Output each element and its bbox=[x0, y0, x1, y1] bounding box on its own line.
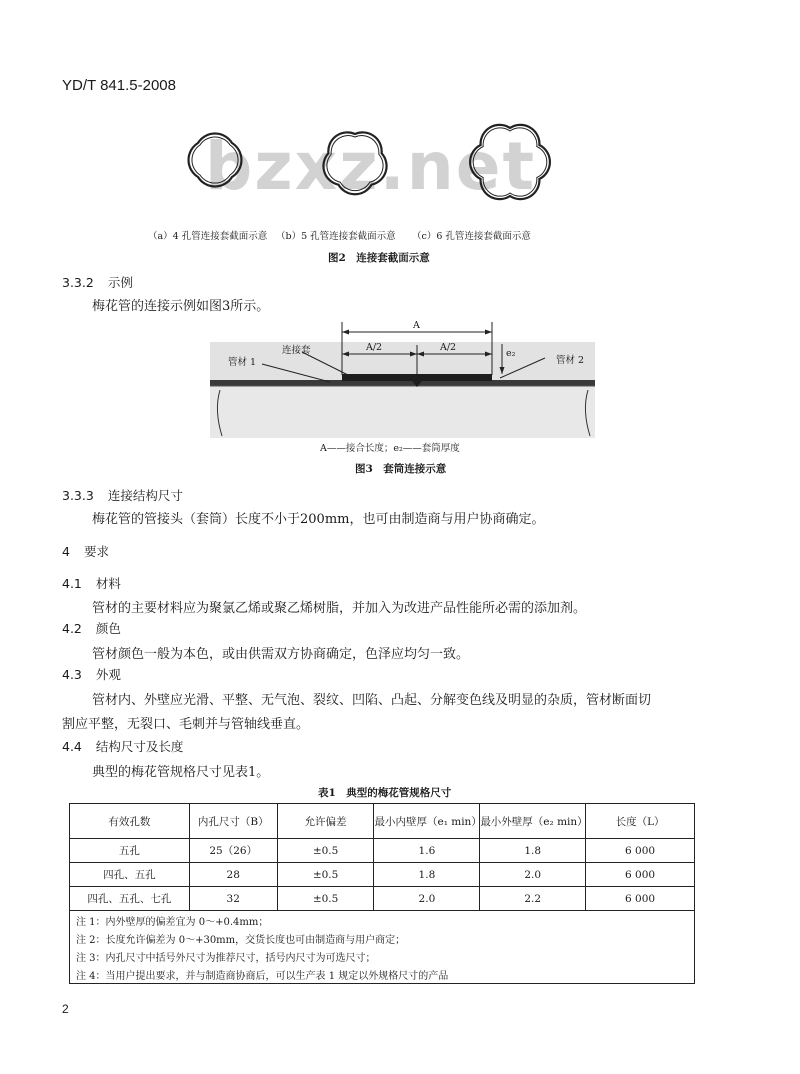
section-3-3-2-text: 梅花管的连接示例如图3所示。 bbox=[92, 299, 270, 314]
table-header-cell: 内孔尺寸（B） bbox=[189, 804, 277, 839]
table-cell: ±0.5 bbox=[277, 863, 374, 887]
figure3-caption: 图3 套筒连接示意 bbox=[355, 463, 447, 475]
table1-caption: 表1 典型的梅花管规格尺寸 bbox=[318, 787, 452, 799]
table-cell: 五孔 bbox=[70, 839, 190, 863]
table-cell: 四孔、五孔、七孔 bbox=[70, 887, 190, 911]
table-header-cell: 长度（L） bbox=[586, 804, 695, 839]
table-row bbox=[70, 839, 695, 863]
section-4-3-text-line2: 割应平整，无裂口、毛刺并与管轴线垂直。 bbox=[62, 717, 310, 732]
figure3-label-pipe2: 管材 2 bbox=[556, 355, 585, 366]
figure3-label-sleeve: 连接套 bbox=[282, 345, 311, 356]
five-hole-section-shape bbox=[323, 132, 386, 194]
table-cell: 1.8 bbox=[480, 839, 586, 863]
table-cell: 1.8 bbox=[374, 863, 480, 887]
section-title: 示例 bbox=[107, 275, 133, 290]
table-cell: 32 bbox=[189, 887, 277, 911]
section-4-1-text: 管材的主要材料应为聚氯乙烯或聚乙烯树脂，并加入为改进产品性能所必需的添加剂。 bbox=[92, 601, 587, 616]
watermark: bzxz.net bbox=[205, 128, 537, 205]
table-note: 注 3：内孔尺寸中括号外尺寸为推荐尺寸，括号内尺寸为可选尺寸； bbox=[70, 947, 695, 965]
figure3-label-A-half-left: A/2 bbox=[366, 342, 383, 353]
section-4-4-heading bbox=[62, 737, 183, 755]
figure2-subcaption-a: （a）4 孔管连接套截面示意 bbox=[148, 231, 268, 242]
table-header-cell: 允许偏差 bbox=[277, 804, 374, 839]
section-4-2-text: 管材颜色一般为本色，或由供需双方协商确定，色泽应均匀一致。 bbox=[92, 647, 470, 662]
table-cell: 1.6 bbox=[374, 839, 480, 863]
figure2-subcaption-c: （c）6 孔管连接套截面示意 bbox=[412, 231, 531, 242]
figure2-cross-sections bbox=[140, 100, 580, 225]
section-number: 3.3.2 bbox=[62, 275, 94, 290]
table-cell: 6 000 bbox=[586, 887, 695, 911]
figure3-label-A-half-right: A/2 bbox=[440, 342, 457, 353]
six-hole-section-shape bbox=[470, 125, 550, 199]
table-note: 注 2：长度允许偏差为 0～+30mm，交货长度也可由制造商与用户商定； bbox=[70, 929, 695, 947]
figure3-label-e2: e₂ bbox=[506, 348, 516, 359]
figure3-label-pipe1: 管材 1 bbox=[228, 357, 257, 368]
page-number: 2 bbox=[62, 1002, 69, 1016]
section-number: 4.2 bbox=[62, 621, 82, 636]
section-4-heading bbox=[62, 542, 109, 560]
section-title: 要求 bbox=[83, 544, 109, 559]
table-note: 注 4：当用户提出要求，并与制造商协商后，可以生产表 1 规定以外规格尺寸的产品 bbox=[70, 965, 695, 984]
section-number: 4.3 bbox=[62, 667, 82, 682]
table-header-cell: 最小内壁厚（e₁ min） bbox=[374, 804, 480, 839]
table-header-row bbox=[70, 804, 695, 839]
section-number: 3.3.3 bbox=[62, 488, 94, 503]
table-cell: 6 000 bbox=[586, 863, 695, 887]
section-4-3-heading bbox=[62, 665, 121, 683]
table-cell: 6 000 bbox=[586, 839, 695, 863]
figure2-subcaption-b: （b）5 孔管连接套截面示意 bbox=[276, 231, 396, 242]
section-3-3-3-heading bbox=[62, 486, 183, 504]
section-title: 颜色 bbox=[95, 621, 121, 636]
table1 bbox=[69, 803, 695, 984]
section-title: 材料 bbox=[95, 576, 121, 591]
table-cell: 四孔、五孔 bbox=[70, 863, 190, 887]
section-3-3-2-heading bbox=[62, 273, 133, 291]
figure3-sleeve-diagram bbox=[210, 320, 595, 438]
figure3-legend: A——接合长度；e₂——套筒厚度 bbox=[320, 443, 460, 454]
figure2-caption: 图2 连接套截面示意 bbox=[328, 252, 430, 264]
four-hole-section-shape bbox=[189, 134, 242, 187]
table-row bbox=[70, 863, 695, 887]
table-cell: ±0.5 bbox=[277, 839, 374, 863]
table-cell: 2.0 bbox=[374, 887, 480, 911]
section-title: 结构尺寸及长度 bbox=[95, 739, 184, 754]
section-number: 4.4 bbox=[62, 739, 82, 754]
section-title: 连接结构尺寸 bbox=[107, 488, 183, 503]
section-3-3-3-text: 梅花管的管接头（套筒）长度不小于200mm，也可由制造商与用户协商确定。 bbox=[92, 512, 545, 527]
section-title: 外观 bbox=[95, 667, 121, 682]
section-4-3-text-line1: 管材内、外壁应光滑、平整、无气泡、裂纹、凹陷、凸起、分解变色线及明显的杂质，管材断面切 bbox=[92, 693, 652, 708]
section-number: 4 bbox=[62, 544, 70, 559]
standard-code-header: YD/T 841.5-2008 bbox=[62, 77, 176, 94]
table-header-cell: 最小外壁厚（e₂ min） bbox=[480, 804, 586, 839]
table-cell: 28 bbox=[189, 863, 277, 887]
table-note: 注 1：内外壁厚的偏差宜为 0～+0.4mm； bbox=[70, 911, 695, 930]
table-cell: 2.2 bbox=[480, 887, 586, 911]
section-4-2-heading bbox=[62, 619, 121, 637]
table-row bbox=[70, 887, 695, 911]
section-4-4-text: 典型的梅花管规格尺寸见表1。 bbox=[92, 765, 270, 780]
section-4-1-heading bbox=[62, 574, 121, 592]
table-cell: 2.0 bbox=[480, 863, 586, 887]
figure3-label-A: A bbox=[413, 320, 420, 331]
table-cell: ±0.5 bbox=[277, 887, 374, 911]
table-cell: 25（26） bbox=[189, 839, 277, 863]
table-header-cell: 有效孔数 bbox=[70, 804, 190, 839]
section-number: 4.1 bbox=[62, 576, 82, 591]
